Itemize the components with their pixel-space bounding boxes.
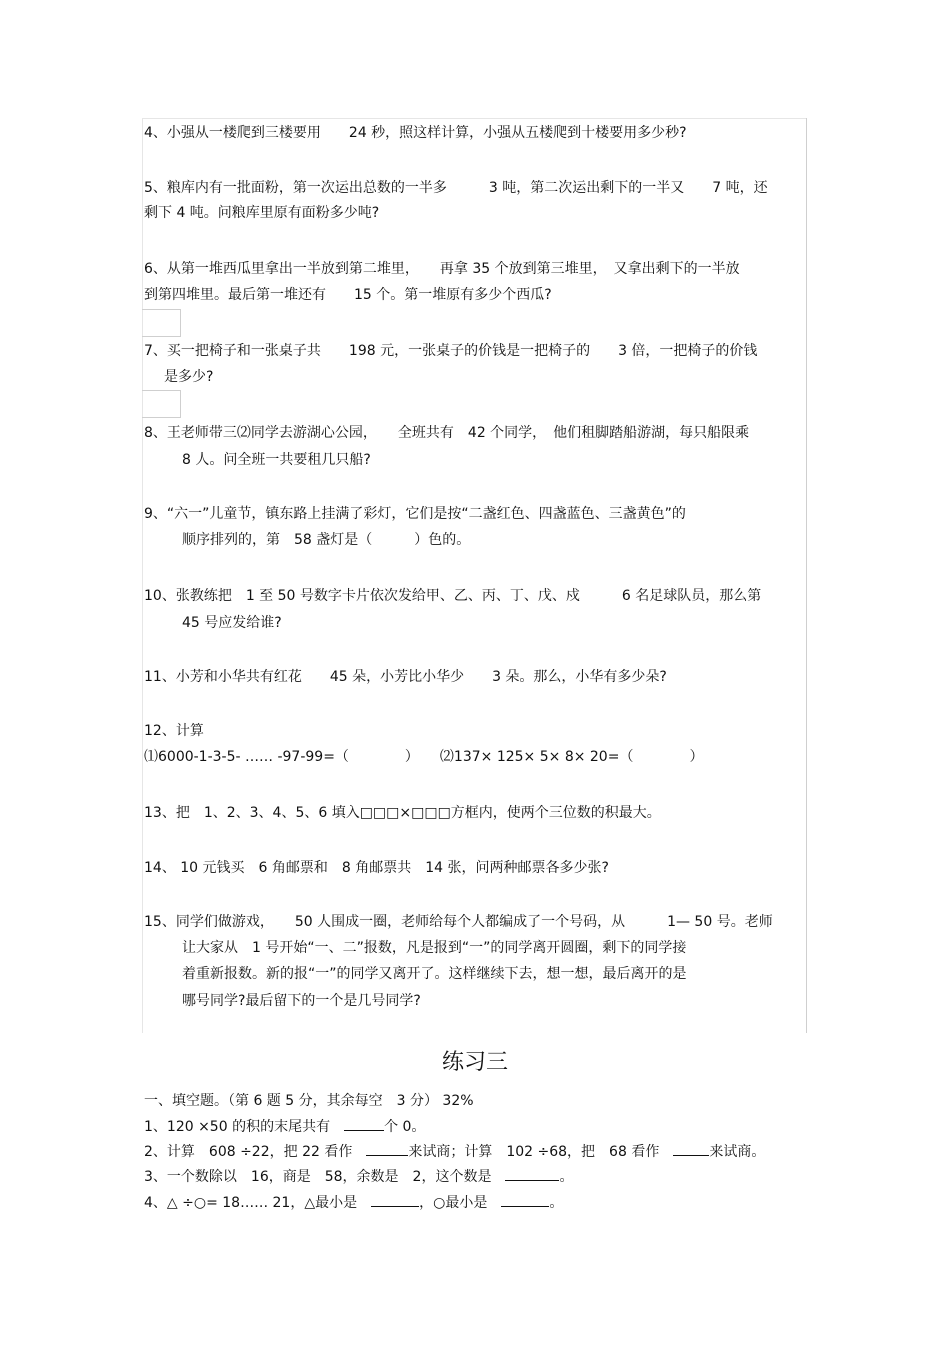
problem-14 [144, 859, 609, 877]
answer-box [142, 390, 181, 418]
problem-line: 5、粮库内有一批面粉，第一次运出总数的一半多 3 吨，第二次运出剩下的一半又 7 吨，还 [144, 180, 768, 196]
frame-right-border [806, 118, 807, 1033]
fill-text: 。 [549, 1195, 564, 1211]
fill-item-4 [144, 1194, 563, 1212]
problem-line: 13、把 1、2、3、4、5、6 填入□□□×□□□方框内，使两个三位数的积最大。 [144, 805, 661, 821]
problem-line: 着重新报数。新的报“一”的同学又离开了。这样继续下去，想一想，最后离开的是 [182, 966, 687, 982]
fill-blank[interactable] [371, 1194, 419, 1207]
fill-blank[interactable] [501, 1194, 549, 1207]
problem-11 [144, 668, 667, 686]
fill-item-3 [144, 1168, 573, 1186]
fill-blank[interactable] [366, 1143, 408, 1156]
problem-line: 10、张教练把 1 至 50 号数字卡片依次发给甲、乙、丙、丁、戊、戍 6 名足球队员，那么第 [144, 588, 762, 604]
fill-heading: 一、填空题。（第 6 题 5 分，其余每空 3 分） 32% [144, 1093, 474, 1109]
problem-line: 顺序排列的，第 58 盏灯是（ ）色的。 [182, 532, 471, 548]
problem-line: 到第四堆里。最后第一堆还有 15 个。第一堆原有多少个西瓜? [144, 287, 552, 303]
problem-line: 12、计算 [144, 723, 204, 739]
fill-text: 来试商。 [709, 1144, 766, 1160]
fill-text: 2、计算 608 ÷22，把 22 看作 [144, 1144, 367, 1160]
problem-line: ⑴6000-1-3-5- …… -97-99=（ ） ⑵137× 125× 5× 8× 20=（ ） [144, 749, 704, 765]
section-title: 练习三 [441, 1050, 508, 1075]
problem-line: 14、 10 元钱买 6 角邮票和 8 角邮票共 14 张，问两种邮票各多少张? [144, 860, 609, 876]
problem-line: 11、小芳和小华共有红花 45 朵，小芳比小华少 3 朵。那么，小华有多少朵? [144, 669, 667, 685]
problem-line: 8、王老师带三⑵同学去游湖心公园， 全班共有 42 个同学， 他们租脚踏船游湖，每只船限乘 [144, 425, 750, 441]
fill-text: 1、120 ×50 的积的末尾共有 [144, 1119, 345, 1135]
fill-text: 。 [559, 1169, 574, 1185]
problem-4 [144, 124, 687, 142]
fill-blank[interactable] [505, 1168, 559, 1181]
problem-line: 45 号应发给谁? [182, 615, 282, 631]
problem-line: 9、“六一”儿童节，镇东路上挂满了彩灯，它们是按“二盏红色、四盏蓝色、三盏黄色”的 [144, 506, 686, 522]
fill-item-1 [144, 1118, 425, 1136]
problem-line: 剩下 4 吨。问粮库里原有面粉多少吨? [144, 205, 380, 221]
problem-line: 4、小强从一楼爬到三楼要用 24 秒，照这样计算，小强从五楼爬到十楼要用多少秒? [144, 125, 687, 141]
problem-line: 15、同学们做游戏， 50 人围成一圈，老师给每个人都编成了一个号码，从 1— 50 号。老师 [144, 914, 773, 930]
fill-blank[interactable] [673, 1143, 709, 1156]
fill-text: ，○最小是 [419, 1195, 502, 1211]
frame-left-border [142, 118, 143, 1033]
fill-text: 3、一个数除以 16，商是 58，余数是 2，这个数是 [144, 1169, 506, 1185]
problem-line: 是多少? [164, 369, 214, 385]
problem-line: 6、从第一堆西瓜里拿出一半放到第二堆里， 再拿 35 个放到第三堆里， 又拿出剩下的一半放 [144, 261, 740, 277]
fill-text: 4、△ ÷○= 18…… 21，△最小是 [144, 1195, 372, 1211]
problem-13 [144, 804, 661, 822]
fill-text: 来试商；计算 102 ÷68，把 68 看作 [408, 1144, 674, 1160]
problem-line: 7、买一把椅子和一张桌子共 198 元，一张桌子的价钱是一把椅子的 3 倍，一把椅子的价钱 [144, 343, 758, 359]
answer-box [142, 309, 181, 337]
frame-top-border [142, 118, 807, 119]
problem-line: 8 人。问全班一共要租几只船? [182, 452, 371, 468]
fill-item-2 [144, 1143, 765, 1161]
fill-text: 个 0。 [384, 1119, 426, 1135]
problem-line: 哪号同学?最后留下的一个是几号同学? [182, 993, 421, 1009]
problem-line: 让大家从 1 号开始“一、二”报数，凡是报到“一”的同学离开圆圈，剩下的同学接 [182, 940, 687, 956]
fill-blank[interactable] [344, 1118, 384, 1131]
